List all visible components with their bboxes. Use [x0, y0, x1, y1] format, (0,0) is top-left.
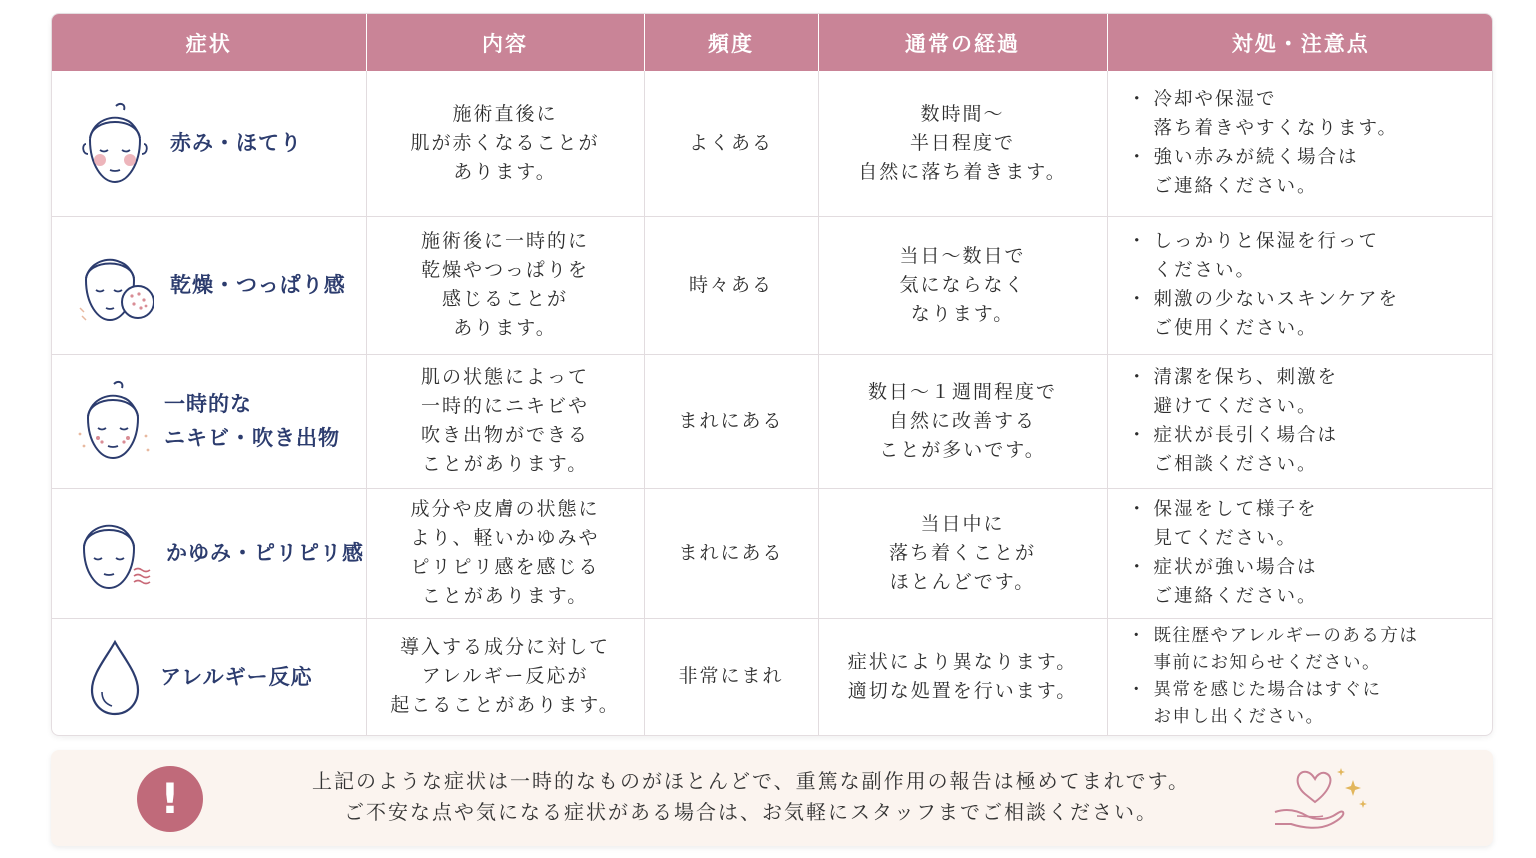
note-line: 避けてください。	[1153, 396, 1318, 417]
content-line: ことがあります。	[421, 585, 589, 607]
note-item	[1136, 227, 1494, 285]
notes-cell	[1107, 216, 1493, 354]
header-symptom: 症状	[52, 14, 366, 71]
note-item	[1136, 143, 1494, 201]
note-line: ご連絡ください。	[1153, 176, 1318, 198]
content-line: 施術直後に	[452, 102, 558, 125]
header-frequency: 頻度	[644, 14, 818, 71]
content-cell	[366, 216, 644, 354]
frequency-cell: 非常にまれ	[644, 618, 818, 735]
content-line: 吹き出物ができる	[420, 424, 589, 446]
table-row	[52, 216, 1493, 354]
face-dryness-icon	[76, 240, 154, 330]
note-item	[1136, 553, 1494, 611]
note-line: ・ 清潔を保ち、刺激を	[1153, 367, 1339, 388]
note-line: 落ち着きやすくなります。	[1153, 118, 1399, 140]
content-line: より、軽いかゆみや	[410, 527, 600, 549]
table-row	[52, 618, 1493, 735]
droplet-icon	[76, 632, 154, 722]
frequency-cell: 時々ある	[644, 216, 818, 354]
note-item	[1136, 363, 1494, 421]
content-cell	[366, 618, 644, 735]
table-row	[52, 354, 1493, 488]
symptom-cell	[52, 216, 366, 354]
face-itch-icon	[76, 508, 154, 598]
note-line: ・ 既往歴やアレルギーのある方は	[1153, 625, 1419, 646]
note-line: ください。	[1153, 260, 1257, 281]
symptom-cell	[52, 71, 366, 216]
course-cell	[818, 71, 1107, 216]
course-line: ことが多いです。	[879, 438, 1046, 461]
course-cell	[818, 618, 1107, 735]
note-line: お申し出ください。	[1153, 706, 1325, 727]
course-line: 数時間～	[920, 102, 1005, 125]
notes-cell	[1107, 354, 1493, 488]
side-effects-table	[51, 13, 1493, 736]
content-line: ピリピリ感を感じる	[410, 556, 600, 578]
course-cell	[818, 216, 1107, 354]
course-line: 当日～数日で	[899, 244, 1026, 267]
content-line: 感じることが	[441, 288, 568, 310]
course-line: 落ち着くことが	[888, 541, 1036, 564]
frequency-cell: まれにある	[644, 488, 818, 618]
frequency-cell: よくある	[644, 71, 818, 216]
content-line: 成分や皮膚の状態に	[410, 498, 600, 520]
content-line: 導入する成分に対して	[399, 636, 610, 659]
note-line: 見てください。	[1153, 528, 1298, 549]
course-cell	[818, 488, 1107, 618]
heart-hand-icon	[1271, 762, 1371, 834]
content-cell	[366, 71, 644, 216]
note-line: ・ 強い赤みが続く場合は	[1153, 147, 1359, 169]
course-line: ほとんどです。	[889, 570, 1036, 593]
header-notes: 対処・注意点	[1107, 14, 1493, 71]
content-line: ことがあります。	[421, 453, 589, 475]
note-line: ・ 症状が長引く場合は	[1153, 425, 1339, 446]
content-line: 乾燥やつっぱりを	[421, 259, 589, 281]
content-line: アレルギー反応が	[421, 665, 589, 688]
notes-cell	[1107, 71, 1493, 216]
note-item	[1136, 495, 1494, 553]
note-item	[1136, 285, 1494, 343]
content-line: 施術後に一時的に	[420, 230, 589, 252]
course-line: 半日程度で	[909, 131, 1015, 154]
table-row	[52, 488, 1493, 618]
course-line: 症状により異なります。	[847, 650, 1078, 673]
symptom-cell	[52, 354, 366, 488]
content-line: 肌の状態によって	[420, 366, 589, 388]
symptom-cell	[52, 488, 366, 618]
course-line: 気にならなく	[899, 273, 1026, 296]
note-item	[1136, 677, 1494, 731]
table-header-row	[52, 14, 1493, 71]
note-line: ご連絡ください。	[1153, 586, 1318, 607]
table-row	[52, 71, 1493, 216]
symptom-name: アレルギー反応	[160, 664, 313, 689]
header-content: 内容	[366, 14, 644, 71]
face-acne-icon	[76, 376, 154, 466]
note-item	[1136, 623, 1494, 677]
content-cell	[366, 354, 644, 488]
frequency-cell: まれにある	[644, 354, 818, 488]
notes-cell	[1107, 618, 1493, 735]
course-cell	[818, 354, 1107, 488]
course-line: 適切な処置を行います。	[847, 679, 1078, 702]
content-cell	[366, 488, 644, 618]
course-line: 数日～１週間程度で	[867, 380, 1057, 403]
note-line: ・ 保湿をして様子を	[1153, 499, 1318, 520]
header-course: 通常の経過	[818, 14, 1107, 71]
note-item	[1136, 85, 1494, 143]
note-item	[1136, 421, 1494, 479]
notice-text	[251, 766, 1251, 828]
content-line: あります。	[453, 317, 557, 339]
face-redness-icon	[76, 98, 154, 188]
course-line: なります。	[910, 302, 1015, 325]
note-line: 事前にお知らせください。	[1153, 652, 1381, 673]
content-line: 一時的にニキビや	[420, 395, 589, 417]
notice-line: ご不安な点や気になる症状がある場合は、お気軽にスタッフまでご相談ください。	[344, 800, 1158, 824]
symptom-name: ニキビ・吹き出物	[164, 426, 340, 450]
note-line: ご使用ください。	[1153, 318, 1318, 339]
content-line: 肌が赤くなることが	[410, 131, 600, 154]
note-line: ・ しっかりと保湿を行って	[1153, 231, 1380, 252]
note-line: ・ 冷却や保湿で	[1153, 89, 1277, 111]
note-line: ・ 刺激の少ないスキンケアを	[1153, 289, 1399, 310]
symptom-name: 赤み・ほてり	[170, 131, 302, 156]
symptom-name: 乾燥・つっぱり感	[170, 273, 346, 297]
symptom-name: 一時的な	[164, 392, 252, 416]
content-line: 起こることがあります。	[390, 694, 620, 717]
course-line: 当日中に	[920, 512, 1005, 535]
course-line: 自然に落ち着きます。	[858, 160, 1067, 183]
exclamation-icon: !	[137, 766, 203, 832]
note-line: ・ 異常を感じた場合はすぐに	[1153, 679, 1382, 700]
notice-banner	[51, 750, 1493, 846]
symptom-name: かゆみ・ピリピリ感	[166, 541, 364, 565]
notice-line: 上記のような症状は一時的なものがほとんどで、重篤な副作用の報告は極めてまれです。	[312, 769, 1190, 793]
note-line: ・ 症状が強い場合は	[1153, 557, 1318, 578]
note-line: ご相談ください。	[1153, 454, 1318, 475]
course-line: 自然に改善する	[888, 409, 1036, 432]
content-line: あります。	[453, 160, 557, 183]
symptom-cell	[52, 618, 366, 735]
notes-cell	[1107, 488, 1493, 618]
